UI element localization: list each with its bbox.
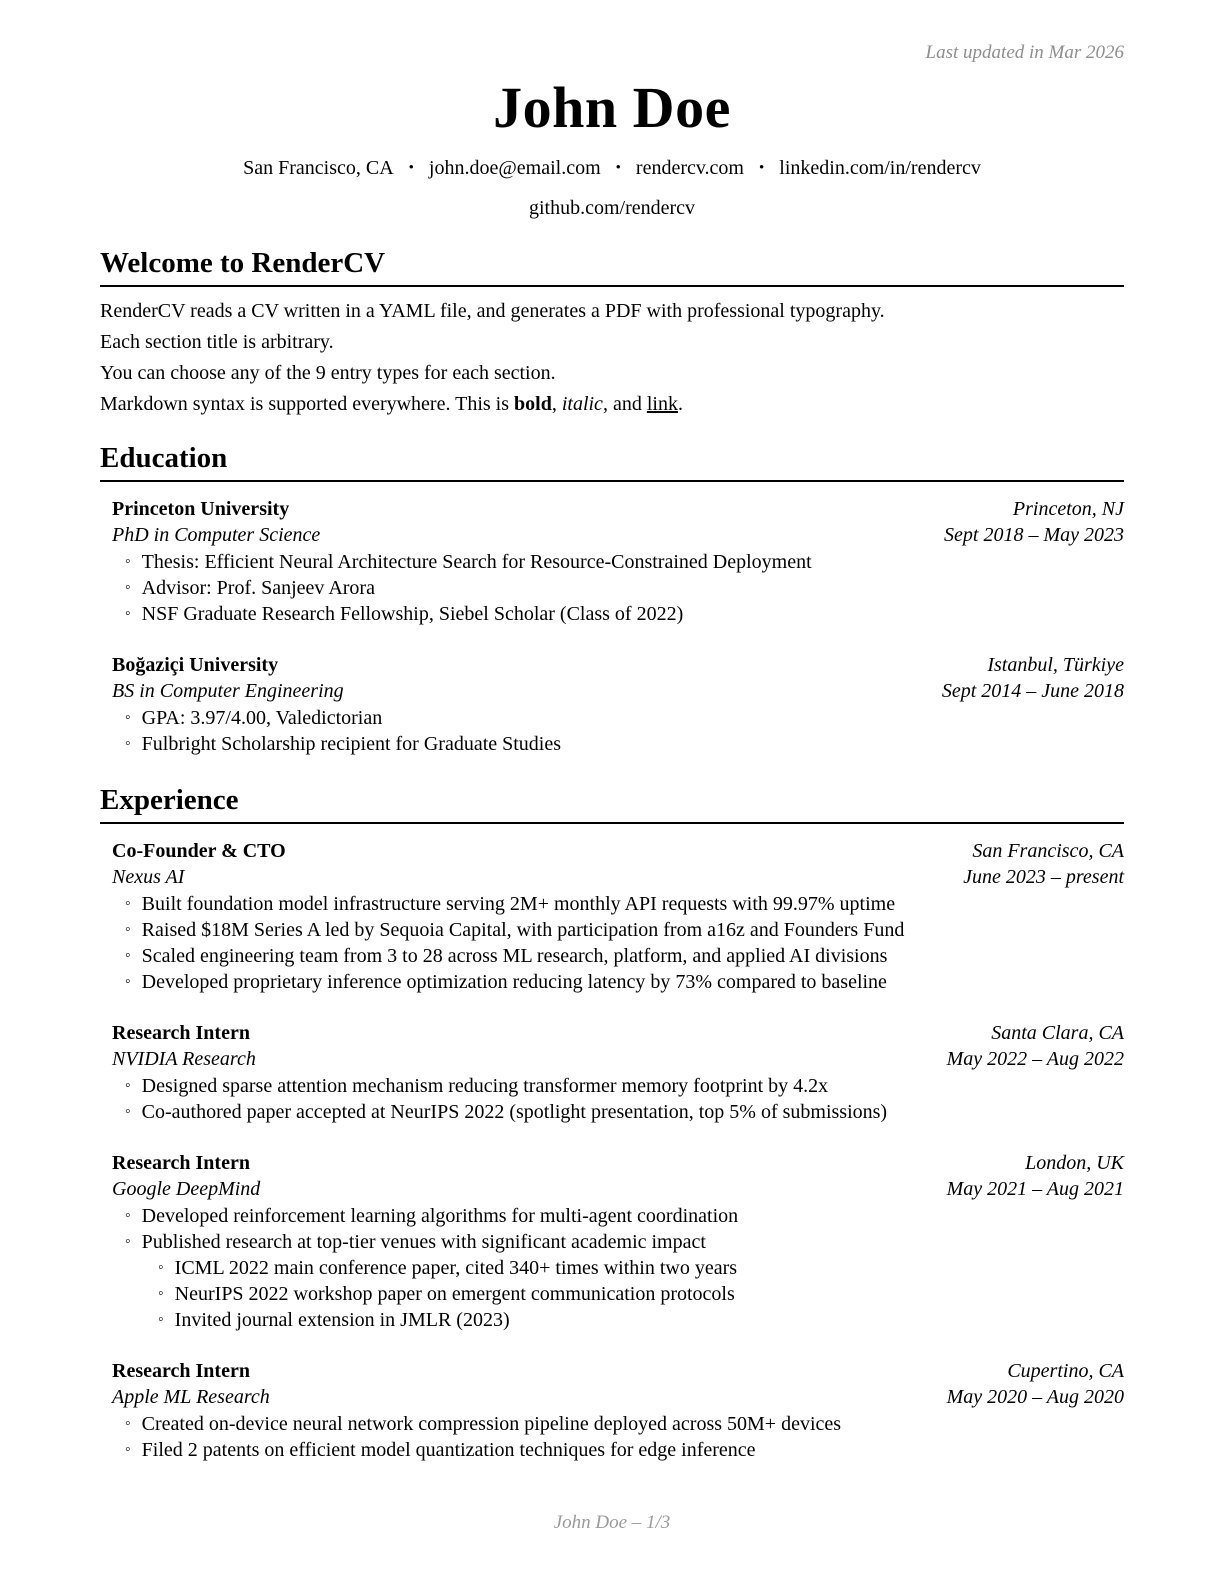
circle-bullet-icon: ◦ bbox=[125, 921, 131, 938]
highlight-text: NSF Graduate Research Fellowship, Siebel Scholar (Class of 2022) bbox=[141, 603, 684, 625]
entry-header-row bbox=[112, 838, 1124, 864]
experience-entry-nvidia bbox=[100, 1020, 1124, 1125]
experience-entry-nexus-ai bbox=[100, 838, 1124, 995]
circle-bullet-icon: ◦ bbox=[125, 605, 131, 622]
page-footer: John Doe – 1/3 bbox=[553, 1512, 671, 1533]
entry-location: London, UK bbox=[1025, 1152, 1124, 1174]
highlight-text: Built foundation model infrastructure serving 2M+ monthly API requests with 99.97% uptime bbox=[141, 893, 896, 915]
entry-subheader-row bbox=[112, 678, 1124, 704]
page-title: John Doe bbox=[493, 75, 731, 140]
highlight-item bbox=[112, 1203, 1124, 1229]
highlight-item bbox=[112, 549, 1124, 575]
entry-location: San Francisco, CA bbox=[972, 840, 1124, 862]
contact-website-link[interactable]: rendercv.com bbox=[635, 157, 744, 179]
highlight-text: ICML 2022 main conference paper, cited 340+ times within two years bbox=[174, 1257, 738, 1279]
entry-dates: Sept 2018 – May 2023 bbox=[944, 524, 1124, 546]
circle-bullet-icon: ◦ bbox=[125, 579, 131, 596]
markdown-text: . bbox=[677, 393, 683, 415]
education-entry-princeton bbox=[100, 496, 1124, 627]
entry-subheader-row bbox=[112, 522, 1124, 548]
highlight-item bbox=[112, 601, 1124, 627]
markdown-text: , and bbox=[602, 393, 647, 415]
section-title-experience: Experience bbox=[100, 783, 1124, 824]
bullet-separator-icon: • bbox=[408, 160, 414, 176]
highlight-text: Created on-device neural network compression pipeline deployed across 50M+ devices bbox=[141, 1413, 842, 1435]
circle-bullet-icon: ◦ bbox=[158, 1285, 164, 1302]
degree-name: PhD in Computer Science bbox=[112, 524, 321, 546]
highlight-list bbox=[112, 1203, 1124, 1333]
circle-bullet-icon: ◦ bbox=[125, 1077, 131, 1094]
entry-header-row bbox=[112, 652, 1124, 678]
markdown-text: , bbox=[551, 393, 562, 415]
section-experience bbox=[100, 783, 1124, 1463]
highlight-item bbox=[112, 1099, 1124, 1125]
company-name: NVIDIA Research bbox=[112, 1048, 256, 1070]
entry-header-row bbox=[112, 1358, 1124, 1384]
position-title: Research Intern bbox=[112, 1360, 250, 1382]
highlight-text: Developed proprietary inference optimization reducing latency by 73% compared to baseline bbox=[141, 971, 887, 993]
entry-header-row bbox=[112, 496, 1124, 522]
entry-dates: May 2020 – Aug 2020 bbox=[946, 1386, 1124, 1408]
circle-bullet-icon: ◦ bbox=[125, 709, 131, 726]
circle-bullet-icon: ◦ bbox=[125, 947, 131, 964]
circle-bullet-icon: ◦ bbox=[158, 1259, 164, 1276]
circle-bullet-icon: ◦ bbox=[125, 1441, 131, 1458]
highlight-item bbox=[112, 1411, 1124, 1437]
highlight-text: Scaled engineering team from 3 to 28 across ML research, platform, and applied AI divisions bbox=[141, 945, 888, 967]
entry-dates: May 2022 – Aug 2022 bbox=[946, 1048, 1124, 1070]
welcome-markdown-paragraph bbox=[100, 394, 1124, 415]
highlight-item bbox=[112, 1073, 1124, 1099]
last-updated-note: Last updated in Mar 2026 bbox=[925, 42, 1124, 63]
highlight-text: GPA: 3.97/4.00, Valedictorian bbox=[141, 707, 383, 729]
highlight-text: Developed reinforcement learning algorithms for multi-agent coordination bbox=[141, 1205, 739, 1227]
entry-location: Istanbul, Türkiye bbox=[987, 654, 1124, 676]
position-title: Co-Founder & CTO bbox=[112, 840, 286, 862]
company-name: Google DeepMind bbox=[112, 1178, 261, 1200]
highlight-item bbox=[112, 917, 1124, 943]
company-name: Apple ML Research bbox=[112, 1386, 270, 1408]
entry-dates: June 2023 – present bbox=[963, 866, 1124, 888]
entry-subheader-row bbox=[112, 1384, 1124, 1410]
section-education bbox=[100, 441, 1124, 757]
highlight-text: Fulbright Scholarship recipient for Graduate Studies bbox=[141, 733, 562, 755]
circle-bullet-icon: ◦ bbox=[125, 895, 131, 912]
institution-name: Boğaziçi University bbox=[112, 654, 279, 676]
circle-bullet-icon: ◦ bbox=[125, 1233, 131, 1250]
contact-linkedin-link[interactable]: linkedin.com/in/rendercv bbox=[779, 157, 981, 179]
circle-bullet-icon: ◦ bbox=[125, 1415, 131, 1432]
highlight-item bbox=[112, 1437, 1124, 1463]
entry-dates: May 2021 – Aug 2021 bbox=[946, 1178, 1124, 1200]
welcome-paragraph: You can choose any of the 9 entry types for each section. bbox=[100, 362, 556, 384]
section-title-education: Education bbox=[100, 441, 1124, 482]
entry-header-row bbox=[112, 1020, 1124, 1046]
highlight-list bbox=[112, 1073, 1124, 1125]
markdown-italic-sample: italic bbox=[561, 393, 603, 415]
markdown-text: Markdown syntax is supported everywhere. This is bbox=[100, 393, 515, 415]
entry-subheader-row bbox=[112, 1176, 1124, 1202]
entry-subheader-row bbox=[112, 864, 1124, 890]
highlight-text: Filed 2 patents on efficient model quantization techniques for edge inference bbox=[141, 1439, 756, 1461]
highlight-item bbox=[112, 943, 1124, 969]
section-title-welcome: Welcome to RenderCV bbox=[100, 246, 1124, 287]
sub-highlight-item bbox=[145, 1281, 1124, 1307]
circle-bullet-icon: ◦ bbox=[158, 1311, 164, 1328]
entry-subheader-row bbox=[112, 1046, 1124, 1072]
highlight-text: NeurIPS 2022 workshop paper on emergent communication protocols bbox=[174, 1283, 735, 1305]
circle-bullet-icon: ◦ bbox=[125, 973, 131, 990]
highlight-text: Published research at top-tier venues with significant academic impact bbox=[141, 1231, 706, 1253]
circle-bullet-icon: ◦ bbox=[125, 735, 131, 752]
institution-name: Princeton University bbox=[112, 498, 290, 520]
position-title: Research Intern bbox=[112, 1022, 250, 1044]
degree-name: BS in Computer Engineering bbox=[112, 680, 344, 702]
section-welcome bbox=[100, 246, 1124, 415]
highlight-list bbox=[112, 549, 1124, 627]
welcome-paragraph: RenderCV reads a CV written in a YAML file, and generates a PDF with professional typography. bbox=[100, 300, 885, 322]
highlight-list bbox=[112, 1411, 1124, 1463]
experience-entry-deepmind bbox=[100, 1150, 1124, 1333]
highlight-text: Raised $18M Series A led by Sequoia Capital, with participation from a16z and Founders Fund bbox=[141, 919, 905, 941]
markdown-link-sample[interactable]: link bbox=[646, 393, 678, 415]
markdown-bold-sample: bold bbox=[514, 393, 552, 415]
contact-location: San Francisco, CA bbox=[243, 157, 394, 179]
highlight-item bbox=[112, 891, 1124, 917]
highlight-item bbox=[112, 575, 1124, 601]
entry-header-row bbox=[112, 1150, 1124, 1176]
highlight-list bbox=[112, 891, 1124, 995]
highlight-item bbox=[112, 969, 1124, 995]
highlight-text: Invited journal extension in JMLR (2023) bbox=[174, 1309, 510, 1331]
circle-bullet-icon: ◦ bbox=[125, 553, 131, 570]
highlight-text: Advisor: Prof. Sanjeev Arora bbox=[141, 577, 375, 599]
welcome-paragraph: Each section title is arbitrary. bbox=[100, 331, 334, 353]
bullet-separator-icon: • bbox=[759, 160, 765, 176]
sub-highlight-item bbox=[145, 1255, 1124, 1281]
entry-location: Santa Clara, CA bbox=[991, 1022, 1124, 1044]
highlight-text: Thesis: Efficient Neural Architecture Search for Resource-Constrained Deployment bbox=[141, 551, 812, 573]
education-entry-bogazici bbox=[100, 652, 1124, 757]
highlight-text: Designed sparse attention mechanism reducing transformer memory footprint by 4.2x bbox=[141, 1075, 829, 1097]
contact-email-link[interactable]: john.doe@email.com bbox=[428, 157, 601, 179]
highlight-item bbox=[112, 731, 1124, 757]
highlight-item bbox=[112, 705, 1124, 731]
circle-bullet-icon: ◦ bbox=[125, 1103, 131, 1120]
highlight-text: Co-authored paper accepted at NeurIPS 2022 (spotlight presentation, top 5% of submissions) bbox=[141, 1101, 888, 1123]
entry-location: Princeton, NJ bbox=[1012, 498, 1124, 520]
contact-github-link[interactable]: github.com/rendercv bbox=[528, 197, 696, 219]
circle-bullet-icon: ◦ bbox=[125, 1207, 131, 1224]
highlight-item bbox=[112, 1229, 1124, 1255]
entry-dates: Sept 2014 – June 2018 bbox=[941, 680, 1124, 702]
contact-line-1 bbox=[100, 156, 1124, 180]
experience-entry-apple bbox=[100, 1358, 1124, 1463]
contact-line-2 bbox=[100, 196, 1124, 220]
position-title: Research Intern bbox=[112, 1152, 250, 1174]
entry-location: Cupertino, CA bbox=[1007, 1360, 1124, 1382]
bullet-separator-icon: • bbox=[615, 160, 621, 176]
highlight-list bbox=[112, 705, 1124, 757]
sub-highlight-item bbox=[145, 1307, 1124, 1333]
company-name: Nexus AI bbox=[112, 866, 185, 888]
